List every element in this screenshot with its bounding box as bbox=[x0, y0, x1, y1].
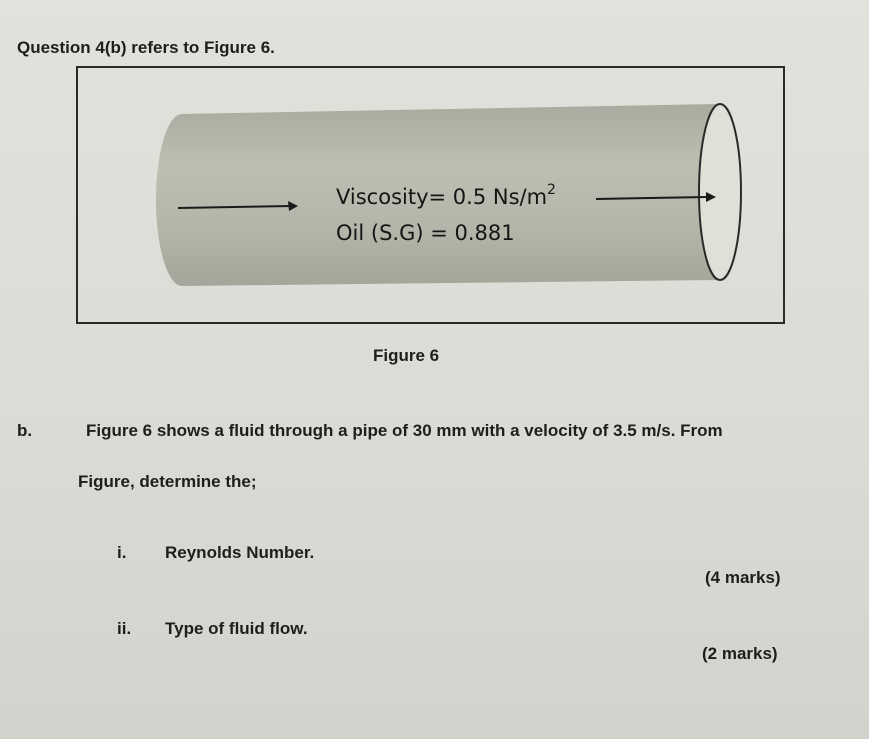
viscosity-label: Viscosity= 0.5 $Ns/m^2$ bbox=[336, 182, 556, 209]
pipe-end-cap bbox=[699, 104, 741, 280]
sub-question-i-marks: (4 marks) bbox=[705, 568, 781, 587]
figure-caption: Figure 6 bbox=[373, 346, 440, 365]
sub-question-i-text: Reynolds Number. bbox=[165, 543, 315, 562]
part-b-marker: b. bbox=[17, 421, 33, 440]
sub-question-ii-marker: ii. bbox=[117, 619, 132, 638]
oil-sg-label: Oil (S.G) = 0.881 bbox=[336, 221, 515, 245]
part-b-text-line1: Figure 6 shows a fluid through a pipe of 30 mm with a velocity of 3.5 m/s. From bbox=[86, 421, 723, 440]
part-b-text-line2: Figure, determine the; bbox=[78, 472, 257, 491]
sub-question-i-marker: i. bbox=[117, 543, 127, 562]
question-heading: Question 4(b) refers to Figure 6. bbox=[17, 38, 275, 57]
sub-question-ii-text: Type of fluid flow. bbox=[165, 619, 308, 638]
sub-question-ii-marks: (2 marks) bbox=[702, 644, 778, 663]
